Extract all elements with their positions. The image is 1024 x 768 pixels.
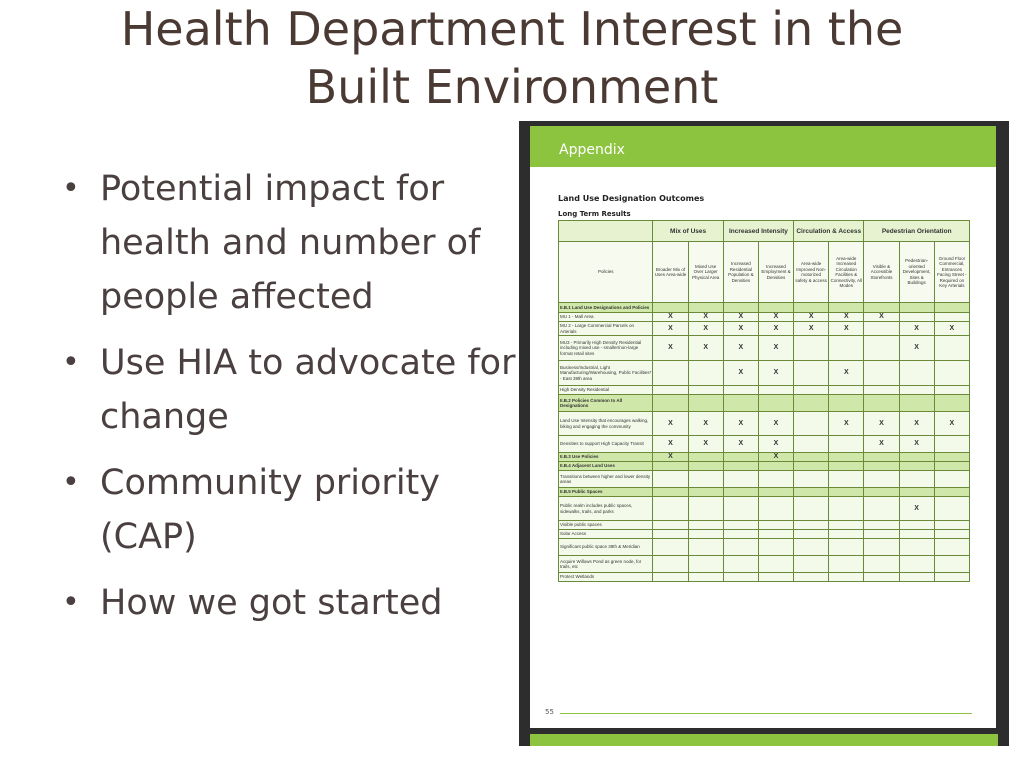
table-row: [559, 303, 970, 313]
table-cell: [864, 521, 899, 530]
table-cell: [758, 573, 793, 582]
table-cell: [723, 539, 758, 556]
table-column-header: Mixed Use Over Larger Physical Area: [688, 242, 723, 303]
table-cell: [723, 530, 758, 539]
table-cell: [899, 386, 934, 395]
table-cell: [758, 303, 793, 313]
table-cell: X: [864, 412, 899, 436]
table-cell: X: [829, 322, 864, 336]
table-cell: [723, 395, 758, 412]
table-cell: [653, 573, 688, 582]
table-cell: [723, 556, 758, 573]
table-cell: [864, 462, 899, 471]
table-row: [559, 497, 970, 521]
table-cell: X: [688, 313, 723, 322]
table-cell: [794, 488, 829, 497]
table-cell: [758, 521, 793, 530]
table-row-label: Densities to support High Capacity Transit: [559, 436, 653, 453]
table-cell: [653, 539, 688, 556]
table-cell: [653, 497, 688, 521]
table-cell: [653, 361, 688, 386]
table-cell: X: [864, 313, 899, 322]
table-cell: X: [758, 453, 793, 462]
table-column-header: Pedestrian-oriented Development, Sites & Buildings: [899, 242, 934, 303]
table-cell: X: [653, 336, 688, 361]
bullet-text: Potential impact for health and number of people affected: [100, 169, 481, 317]
table-cell: X: [653, 313, 688, 322]
table-group-header: Pedestrian Orientation: [864, 221, 970, 242]
bullet-icon: •: [62, 465, 80, 500]
table-row-label: Visible public spaces: [559, 521, 653, 530]
table-cell: X: [758, 313, 793, 322]
table-cell: [653, 462, 688, 471]
bullet-text: Use HIA to advocate for change: [100, 343, 516, 437]
table-cell: [934, 386, 969, 395]
table-cell: [899, 521, 934, 530]
table-cell: [864, 497, 899, 521]
table-row: [559, 322, 970, 336]
table-cell: [723, 453, 758, 462]
document-page-number: 55: [545, 708, 554, 716]
table-row-label: II.B.1 Land Use Designations and Policies: [559, 303, 653, 313]
table-group-header: Circulation & Access: [794, 221, 864, 242]
table-cell: [794, 556, 829, 573]
table-cell: [934, 573, 969, 582]
table-cell: [864, 471, 899, 488]
table-cell: [934, 361, 969, 386]
table-cell: [723, 488, 758, 497]
table-cell: X: [688, 322, 723, 336]
table-cell: X: [934, 322, 969, 336]
table-row-label: Significant public space 39th & Meridian: [559, 539, 653, 556]
table-row-label: II.B.3 Use Policies: [559, 453, 653, 462]
table-group-header-blank: [559, 221, 653, 242]
table-cell: [934, 556, 969, 573]
table-cell: [758, 395, 793, 412]
table-cell: [829, 521, 864, 530]
table-row-label: Public realm includes public spaces, sidewalks, trails, and parks: [559, 497, 653, 521]
table-cell: X: [899, 322, 934, 336]
bullet-icon: •: [62, 585, 80, 620]
table-cell: [899, 539, 934, 556]
table-cell: [899, 488, 934, 497]
table-column-header-row: [559, 242, 970, 303]
table-cell: [934, 488, 969, 497]
table-cell: [829, 386, 864, 395]
table-cell: [934, 471, 969, 488]
table-cell: [653, 395, 688, 412]
table-cell: X: [794, 322, 829, 336]
bullet-text: How we got started: [100, 583, 443, 623]
table-row-label: II.B.2 Policies Common to All Designations: [559, 395, 653, 412]
table-cell: X: [934, 412, 969, 436]
table-cell: [653, 303, 688, 313]
bullet-item: [62, 456, 517, 564]
table-row: [559, 436, 970, 453]
table-cell: [864, 386, 899, 395]
document-header-bar: [530, 126, 996, 167]
table-cell: [899, 453, 934, 462]
table-cell: X: [688, 436, 723, 453]
table-cell: [758, 462, 793, 471]
table-cell: [829, 336, 864, 361]
table-cell: [758, 488, 793, 497]
table-cell: [758, 386, 793, 395]
table-cell: [829, 488, 864, 497]
table-column-header: Ground Floor Commercial, Entrances Facing Street - Required on Key Arterials: [934, 242, 969, 303]
table-cell: [829, 539, 864, 556]
policies-column-header: Policies: [559, 242, 653, 303]
table-cell: X: [829, 412, 864, 436]
table-cell: [688, 521, 723, 530]
table-cell: X: [829, 361, 864, 386]
table-cell: [758, 530, 793, 539]
table-row: [559, 386, 970, 395]
table-cell: X: [899, 436, 934, 453]
table-row-label: Transitions between higher and lower density areas: [559, 471, 653, 488]
table-column-header: Increased Residential Population & Densities: [723, 242, 758, 303]
table-cell: [758, 556, 793, 573]
table-cell: [723, 462, 758, 471]
table-cell: [688, 556, 723, 573]
table-cell: [758, 539, 793, 556]
table-cell: [864, 336, 899, 361]
table-column-header: Increased Employment & Densities: [758, 242, 793, 303]
table-cell: [829, 462, 864, 471]
document-page: [530, 126, 996, 728]
table-cell: [758, 471, 793, 488]
bullet-icon: •: [62, 345, 80, 380]
table-cell: X: [899, 497, 934, 521]
table-cell: X: [899, 412, 934, 436]
table-cell: X: [899, 336, 934, 361]
table-cell: [723, 303, 758, 313]
table-cell: X: [688, 412, 723, 436]
table-cell: [864, 395, 899, 412]
slide-title: [60, 0, 964, 116]
table-column-header: Area-wide Improved Non-motorized safety & access: [794, 242, 829, 303]
table-cell: [794, 462, 829, 471]
table-row: [559, 573, 970, 582]
table-cell: [794, 436, 829, 453]
table-cell: [794, 395, 829, 412]
table-row: [559, 313, 970, 322]
slide-title-line-1: Health Department Interest in the: [120, 2, 904, 56]
table-cell: [688, 573, 723, 582]
table-cell: [829, 395, 864, 412]
table-cell: X: [758, 412, 793, 436]
table-cell: [934, 313, 969, 322]
table-cell: X: [653, 453, 688, 462]
table-row: [559, 453, 970, 462]
next-page-green-bar: [530, 734, 998, 746]
table-cell: [723, 386, 758, 395]
table-cell: [688, 530, 723, 539]
table-cell: [899, 395, 934, 412]
document-subtitle: Long Term Results: [558, 210, 631, 218]
table-cell: [653, 556, 688, 573]
table-cell: [934, 497, 969, 521]
bullet-icon: •: [62, 171, 80, 206]
table-cell: [688, 497, 723, 521]
table-cell: [794, 412, 829, 436]
table-cell: [829, 530, 864, 539]
table-row-label: Land Use Intensity that encourages walking, biking and engaging the community: [559, 412, 653, 436]
table-row: [559, 395, 970, 412]
table-cell: [723, 521, 758, 530]
table-cell: [688, 462, 723, 471]
outcomes-table: [558, 220, 970, 582]
table-cell: [794, 521, 829, 530]
table-cell: [829, 573, 864, 582]
table-cell: [899, 462, 934, 471]
table-cell: [934, 336, 969, 361]
table-cell: X: [653, 412, 688, 436]
table-cell: X: [758, 361, 793, 386]
table-cell: [829, 497, 864, 521]
table-cell: [864, 322, 899, 336]
table-row: [559, 361, 970, 386]
table-cell: [829, 556, 864, 573]
table-cell: X: [829, 313, 864, 322]
table-cell: X: [723, 336, 758, 361]
table-cell: X: [723, 313, 758, 322]
table-cell: [899, 530, 934, 539]
table-row-label: Solar Access: [559, 530, 653, 539]
table-cell: [794, 386, 829, 395]
table-cell: [688, 539, 723, 556]
table-cell: X: [758, 436, 793, 453]
table-cell: X: [864, 436, 899, 453]
table-cell: [794, 361, 829, 386]
table-cell: [688, 471, 723, 488]
table-cell: [934, 303, 969, 313]
document-footer-line: [560, 713, 972, 714]
table-row: [559, 336, 970, 361]
table-row-label: II.B.4 Adjacent Land Uses: [559, 462, 653, 471]
bullet-item: [62, 336, 517, 444]
bullet-text: Community priority (CAP): [100, 463, 440, 557]
table-row: [559, 539, 970, 556]
table-column-header: Area-wide Increased Circulation Facilities & Connectivity, All Modes: [829, 242, 864, 303]
table-cell: [794, 336, 829, 361]
document-header-text: Appendix: [559, 142, 625, 158]
table-cell: [723, 573, 758, 582]
table-cell: [653, 488, 688, 497]
slide-title-line-2: Built Environment: [305, 60, 719, 114]
table-cell: [794, 539, 829, 556]
table-cell: [688, 395, 723, 412]
table-cell: [864, 453, 899, 462]
table-cell: [934, 530, 969, 539]
table-cell: [899, 573, 934, 582]
table-cell: [794, 303, 829, 313]
table-row: [559, 412, 970, 436]
table-cell: X: [794, 313, 829, 322]
table-cell: [899, 313, 934, 322]
table-cell: [829, 471, 864, 488]
table-group-header-row: [559, 221, 970, 242]
table-cell: [794, 530, 829, 539]
table-cell: [829, 436, 864, 453]
table-cell: X: [758, 336, 793, 361]
table-group-header: Mix of Uses: [653, 221, 723, 242]
table-row-label: Acquire Willows Pond as green node, for trails, etc: [559, 556, 653, 573]
table-cell: [899, 303, 934, 313]
table-cell: [688, 453, 723, 462]
document-title: Land Use Designation Outcomes: [558, 194, 705, 203]
table-cell: X: [653, 436, 688, 453]
table-cell: [934, 453, 969, 462]
table-row-label: High Density Residential: [559, 386, 653, 395]
bullet-item: [62, 162, 517, 324]
table-row: [559, 530, 970, 539]
table-row: [559, 521, 970, 530]
document-image: [519, 121, 1009, 746]
table-cell: [794, 573, 829, 582]
table-cell: [864, 361, 899, 386]
table-cell: X: [723, 322, 758, 336]
table-column-header: Broader Mix of Uses Area-wide: [653, 242, 688, 303]
bullet-list: [62, 162, 517, 642]
table-cell: [653, 386, 688, 395]
table-cell: [864, 488, 899, 497]
table-row-label: MU3 - Primarily High Density Residential including mixed use - smaller/non-large format retail sites: [559, 336, 653, 361]
table-cell: [688, 386, 723, 395]
table-cell: [653, 521, 688, 530]
table-cell: [934, 521, 969, 530]
table-cell: [794, 497, 829, 521]
table-cell: [723, 497, 758, 521]
table-row: [559, 556, 970, 573]
table-cell: [829, 453, 864, 462]
table-cell: [899, 556, 934, 573]
table-row-label: MU 2 - Large Commercial Parcels on Arterials: [559, 322, 653, 336]
table-cell: [864, 530, 899, 539]
table-cell: [934, 539, 969, 556]
table-cell: [758, 497, 793, 521]
table-cell: X: [723, 436, 758, 453]
table-row: [559, 462, 970, 471]
table-cell: X: [688, 336, 723, 361]
table-cell: [688, 303, 723, 313]
table-row-label: MU 1 - Mall Area: [559, 313, 653, 322]
table-cell: [653, 471, 688, 488]
table-cell: [723, 471, 758, 488]
table-cell: [899, 471, 934, 488]
table-cell: [934, 395, 969, 412]
table-column-header: Visible & Accessible Storefronts: [864, 242, 899, 303]
table-cell: [653, 530, 688, 539]
table-cell: [794, 471, 829, 488]
table-group-header: Increased Intensity: [723, 221, 793, 242]
table-row-label: Protect Wetlands: [559, 573, 653, 582]
table-cell: [864, 539, 899, 556]
table-cell: X: [723, 361, 758, 386]
table-cell: X: [653, 322, 688, 336]
table-body: [559, 303, 970, 582]
table-cell: [688, 361, 723, 386]
table-cell: [934, 436, 969, 453]
bullet-item: [62, 576, 517, 630]
table-cell: X: [723, 412, 758, 436]
table-row-label: II.B.5 Public Spaces: [559, 488, 653, 497]
table-cell: X: [758, 322, 793, 336]
table-cell: [794, 453, 829, 462]
table-cell: [934, 462, 969, 471]
table-cell: [899, 361, 934, 386]
table-cell: [864, 556, 899, 573]
table-row: [559, 488, 970, 497]
table-cell: [864, 573, 899, 582]
table-cell: [688, 488, 723, 497]
table-cell: [829, 303, 864, 313]
table-row: [559, 471, 970, 488]
table-row-label: Business/Industrial, Light Manufacturing/Warehousing, Public Facilities* - East 39th area: [559, 361, 653, 386]
table-cell: [864, 303, 899, 313]
